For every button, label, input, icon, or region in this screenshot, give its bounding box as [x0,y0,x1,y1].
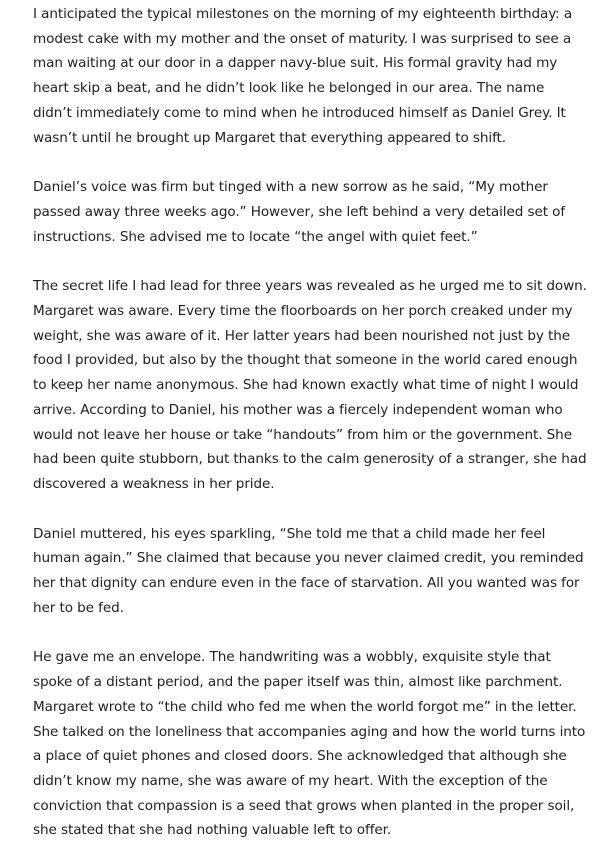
paragraph-secret-life: The secret life I had lead for three years was revealed as he urged me to sit down. Margaret was aware. Every time the floorboards on her porch creaked under my weight, she was aware of it. Her latter years had been nourished not just by the food I provided, but also by the thought that someone in the world cared enough to keep her name anonymous. She had known exactly what time of night I would arrive. According to Daniel, his mother was a fiercely independent woman who would not leave her house or take “handouts” from him or the government. She had been quite stubborn, but thanks to the calm generosity of a stranger, she had discovered a weakness in her pride. [33,278,587,492]
paragraph-birthday-visitor: I anticipated the typical milestones on the morning of my eighteenth birthday: a modest cake with my mother and the onset of maturity. I was surprised to see a man waiting at our door in a dapper navy-blue suit. His formal gravity had my heart skip a beat, and he didn’t look like he belonged in our area. The name didn’t immediately come to mind when he introduced himself as Daniel Grey. It wasn’t until he brought up Margaret that everything appeared to shift. [33,6,573,146]
paragraph-envelope-letter: He gave me an envelope. The handwriting was a wobbly, exquisite style that spoke of a distant period, and the paper itself was thin, almost like parchment. Margaret wrote to “the child who fed me when the world forgot me” in the letter. She talked on the loneliness that accompanies aging and how the world turns into a place of quiet phones and closed doors. She acknowledged that although she didn’t know my name, she was aware of my heart. With the exception of the conviction that compassion is a seed that grows when planted in the proper soil, she stated that she had nothing valuable left to offer. [33,649,586,839]
paragraph-child-human-again: Daniel muttered, his eyes sparkling, “She told me that a child made her feel human again.” She claimed that because you never claimed credit, you reminded her that dignity can endure even in the face of starvation. All you wanted was for her to be fed. [33,525,584,616]
paragraph-mother-passed: Daniel’s voice was firm but tinged with a new sorrow as he said, “My mother passed away three weeks ago.” However, she left behind a very detailed set of instructions. She advised me to locate “the angel with quiet feet.” [33,179,566,245]
